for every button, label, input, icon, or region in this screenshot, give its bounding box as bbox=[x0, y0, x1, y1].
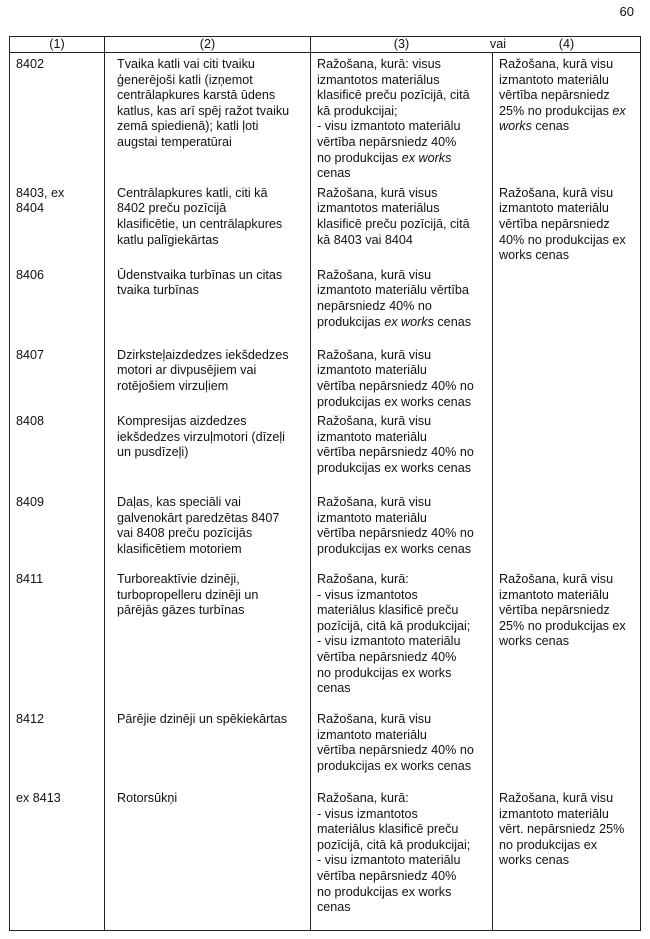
header-col1: (1) bbox=[10, 37, 105, 53]
rule-col4-cell bbox=[493, 264, 641, 344]
rule-col3-cell: Ražošana, kurā visu izmantoto materiālu vērtība nepārsniedz 40% no produkcijas ex works cenas bbox=[311, 410, 493, 491]
table-header-row bbox=[10, 37, 641, 53]
description-cell: Turboreaktīvie dzinēji, turbopropelleru dzinēji un pārējās gāzes turbīnas bbox=[105, 568, 311, 708]
table-row bbox=[10, 264, 641, 344]
description-cell: Kompresijas aizdedzes iekšdedzes virzuļmotori (dīzeļi un pusdīzeļi) bbox=[105, 410, 311, 491]
hs-code-cell: 8409 bbox=[10, 491, 105, 568]
rule-col4-cell: Ražošana, kurā visu izmantoto materiālu vērtība nepārsniedz 40% no produkcijas ex works cenas bbox=[493, 182, 641, 264]
rule-col3-cell: Ražošana, kurā visu izmantoto materiālu vērtība nepārsniedz 40% no produkcijas ex works cenas bbox=[311, 708, 493, 787]
table-row bbox=[10, 787, 641, 930]
description-cell: Pārējie dzinēji un spēkiekārtas bbox=[105, 708, 311, 787]
description-cell: Centrālapkures katli, citi kā 8402 preču pozīcijā klasificētie, un centrālapkures katlu palīgiekārtas bbox=[105, 182, 311, 264]
rule-col3-cell: Ražošana, kurā: - visus izmantotos materiālus klasificē preču pozīcijā, citā kā produkcijai; - visu izmantoto materiālu vērtība nepārsniedz 40% no produkcijas ex works cenas bbox=[311, 568, 493, 708]
rule-col4-cell bbox=[493, 344, 641, 410]
rule-col3-cell: Ražošana, kurā: visus izmantotos materiālus klasificē preču pozīcijā, citā kā produkcijai; - visu izmantoto materiālu vērtība nepārsniedz 40% no produkcijas ex works cenas bbox=[311, 53, 493, 182]
description-cell: Daļas, kas speciāli vai galvenokārt paredzētas 8407 vai 8408 preču pozīcijās klasificētiem motoriem bbox=[105, 491, 311, 568]
table-row bbox=[10, 491, 641, 568]
header-col4: (4) bbox=[493, 37, 641, 53]
description-cell: Dzirksteļaizdedzes iekšdedzes motori ar divpusējiem vai rotējošiem virzuļiem bbox=[105, 344, 311, 410]
rule-col4-cell: Ražošana, kurā visu izmantoto materiālu vērt. nepārsniedz 25% no produkcijas ex works cenas bbox=[493, 787, 641, 930]
hs-code-cell: 8412 bbox=[10, 708, 105, 787]
hs-code-cell: 8408 bbox=[10, 410, 105, 491]
hs-code-cell: 8406 bbox=[10, 264, 105, 344]
origin-rules-table bbox=[9, 36, 641, 931]
description-cell: Tvaika katli vai citi tvaiku ģenerējoši katli (izņemot centrālapkures karstā ūdens katlus, kas arī spēj ražot tvaiku zemā spiedienā); katli ļoti augstai temperatūrai bbox=[105, 53, 311, 182]
header-col2: (2) bbox=[105, 37, 311, 53]
rule-col3-cell: Ražošana, kurā visus izmantotos materiālus klasificē preču pozīcijā, citā kā 8403 vai 8404 bbox=[311, 182, 493, 264]
header-col3: (3) vai bbox=[311, 37, 493, 53]
rule-col3-cell: Ražošana, kurā visu izmantoto materiālu vērtība nepārsniedz 40% no produkcijas ex works cenas bbox=[311, 344, 493, 410]
rule-col4-cell: Ražošana, kurā visu izmantoto materiālu vērtība nepārsniedz 25% no produkcijas ex works cenas bbox=[493, 53, 641, 182]
rule-col3-cell: Ražošana, kurā visu izmantoto materiālu vērtība nepārsniedz 40% no produkcijas ex works cenas bbox=[311, 264, 493, 344]
header-or-word: vai bbox=[489, 37, 506, 51]
hs-code-cell: 8411 bbox=[10, 568, 105, 708]
description-cell: Ūdenstvaika turbīnas un citas tvaika turbīnas bbox=[105, 264, 311, 344]
rule-col4-cell bbox=[493, 708, 641, 787]
rule-col3-cell: Ražošana, kurā visu izmantoto materiālu vērtība nepārsniedz 40% no produkcijas ex works cenas bbox=[311, 491, 493, 568]
table-row bbox=[10, 182, 641, 264]
hs-code-cell: 8407 bbox=[10, 344, 105, 410]
rule-col4-cell: Ražošana, kurā visu izmantoto materiālu vērtība nepārsniedz 25% no produkcijas ex works cenas bbox=[493, 568, 641, 708]
description-cell: Rotorsūkņi bbox=[105, 787, 311, 930]
table-row bbox=[10, 53, 641, 182]
table-row bbox=[10, 568, 641, 708]
hs-code-cell: 8402 bbox=[10, 53, 105, 182]
table-row bbox=[10, 344, 641, 410]
table-row bbox=[10, 708, 641, 787]
hs-code-cell: ex 8413 bbox=[10, 787, 105, 930]
rule-col4-cell bbox=[493, 491, 641, 568]
page-number: 60 bbox=[619, 4, 634, 19]
hs-code-cell: 8403, ex 8404 bbox=[10, 182, 105, 264]
rule-col3-cell: Ražošana, kurā: - visus izmantotos materiālus klasificē preču pozīcijā, citā kā produkcijai; - visu izmantoto materiālu vērtība nepārsniedz 40% no produkcijas ex works cenas bbox=[311, 787, 493, 930]
table-row bbox=[10, 410, 641, 491]
rule-col4-cell bbox=[493, 410, 641, 491]
